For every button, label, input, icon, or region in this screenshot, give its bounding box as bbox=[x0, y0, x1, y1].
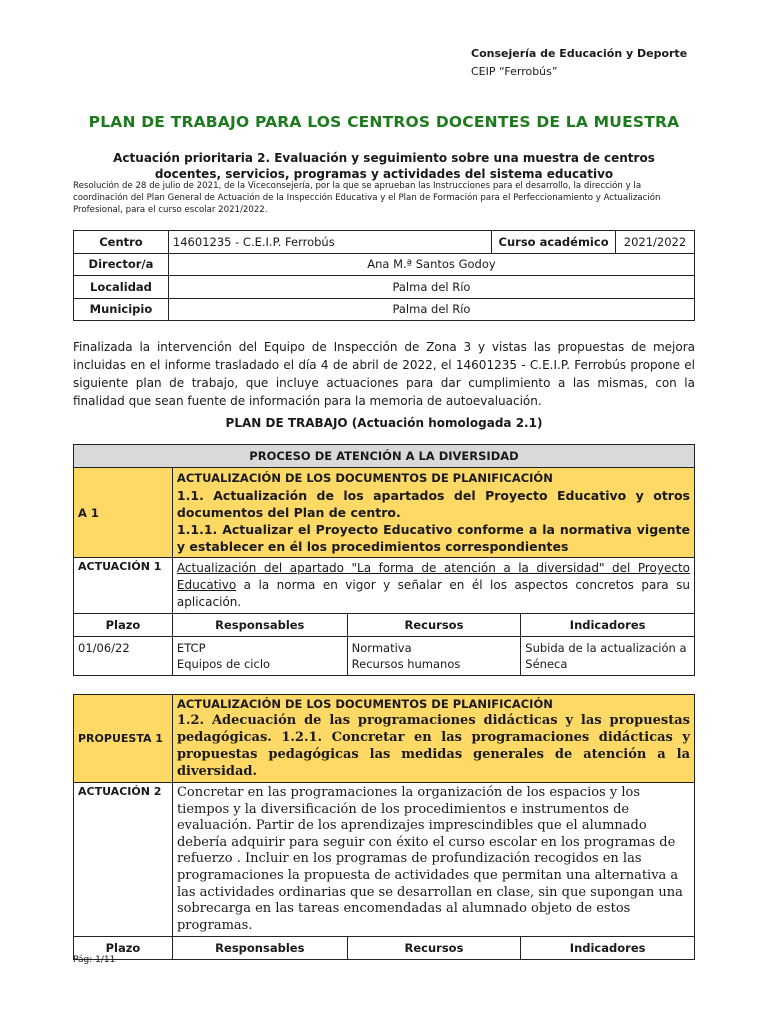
recurso-item: Normativa bbox=[351, 641, 412, 655]
col-header-responsables: Responsables bbox=[172, 937, 347, 960]
col-header-responsables: Responsables bbox=[172, 614, 347, 637]
header-department: Consejería de Educación y Deporte bbox=[471, 47, 688, 60]
curso-label: Curso académico bbox=[492, 231, 616, 254]
action-text-underlined: Actualización del apartado "La forma de atención a la diversidad" del Proyecto Educativo bbox=[176, 561, 690, 592]
curso-value: 2021/2022 bbox=[616, 231, 695, 254]
page-subtitle: Actuación prioritaria 2. Evaluación y seguimiento sobre una muestra de centros docentes, servicios, programas y actividades del sistema educativo bbox=[113, 151, 655, 181]
recursos-value bbox=[347, 637, 521, 676]
col-header-indicadores: Indicadores bbox=[521, 937, 695, 960]
col-header-plazo: Plazo bbox=[74, 614, 173, 637]
plazo-value: 01/06/22 bbox=[74, 637, 173, 676]
header bbox=[471, 45, 687, 81]
page-number: Pág: 1/11 bbox=[73, 955, 116, 965]
proposal-heading: ACTUALIZACIÓN DE LOS DOCUMENTOS DE PLANIFICACIÓN bbox=[176, 697, 553, 711]
col-header-recursos: Recursos bbox=[347, 937, 521, 960]
header-school: CEIP “Ferrobús” bbox=[471, 65, 558, 78]
resolution-text: Resolución de 28 de julio de 2021, de la Viceconsejería, por la que se aprueban las Instrucciones para el desarrollo, la dirección y la coordinación del Plan General de Actuación de la Inspección Educativa y el Plan de Formación para el Perfeccionamiento y Actualización Profesional, para el curso escolar 2021/2022. bbox=[73, 181, 661, 215]
responsable-item: ETCP bbox=[176, 641, 206, 655]
localidad-value: Palma del Río bbox=[168, 276, 694, 299]
proposal-planning-cell bbox=[172, 695, 694, 783]
proposal-item: 1.2. Adecuación de las programaciones didácticas y las propuestas pedagógicas. 1.2.1. Concretar en las programaciones didácticas y propuestas pedagógicas las medidas generales de atención a la diversidad. bbox=[176, 713, 690, 779]
block-code: A 1 bbox=[74, 468, 173, 558]
responsable-item: Equipos de ciclo bbox=[176, 657, 271, 671]
planning-cell bbox=[172, 468, 694, 558]
planning-subitem: 1.1.1. Actualizar el Proyecto Educativo conforme a la normativa vigente y establecer en él los procedimientos correspondientes bbox=[176, 522, 690, 554]
indicadores-value: Subida de la actualización a Séneca bbox=[521, 637, 695, 676]
action-2-label: ACTUACIÓN 2 bbox=[74, 783, 173, 937]
municipio-value: Palma del Río bbox=[168, 298, 694, 321]
col-header-plazo: Plazo bbox=[74, 937, 173, 960]
planning-item: 1.1. Actualización de los apartados del Proyecto Educativo y otros documentos del Plan de centro. bbox=[176, 488, 690, 520]
proposal-code: PROPUESTA 1 bbox=[74, 695, 173, 783]
centro-value: 14601235 - C.E.I.P. Ferrobús bbox=[168, 231, 491, 254]
planning-heading: ACTUALIZACIÓN DE LOS DOCUMENTOS DE PLANIFICACIÓN bbox=[176, 471, 553, 485]
col-header-recursos: Recursos bbox=[347, 614, 521, 637]
recurso-item: Recursos humanos bbox=[351, 657, 461, 671]
center-info-table bbox=[73, 230, 695, 321]
page-title: PLAN DE TRABAJO PARA LOS CENTROS DOCENTES DE LA MUESTRA bbox=[88, 113, 680, 131]
action-2-text: Concretar en las programaciones la organización de los espacios y los tiempos y la diversificación de los procedimientos e instrumentos de evaluación. Partir de los aprendizajes imprescindibles que el alumnado debería adquirir para seguir con éxito el curso escolar en los programas de refuerzo . Incluir en los programas de profundización recogidos en las programaciones la propuesta de actividades que permitan una alternativa a las actividades ordinarias que se desarrollan en clase, sin que supongan una sobrecarga en las tareas encomendadas al alumnado objeto de estos programas. bbox=[172, 783, 694, 937]
responsables-value bbox=[172, 637, 347, 676]
municipio-label: Municipio bbox=[74, 298, 169, 321]
col-header-indicadores: Indicadores bbox=[521, 614, 695, 637]
action-text-rest: a la norma en vigor y señalar en él los aspectos concretos para su aplicación. bbox=[176, 578, 690, 609]
action-label: ACTUACIÓN 1 bbox=[74, 558, 173, 614]
localidad-label: Localidad bbox=[74, 276, 169, 299]
process-header: PROCESO DE ATENCIÓN A LA DIVERSIDAD bbox=[74, 445, 695, 468]
centro-label: Centro bbox=[74, 231, 169, 254]
plan-table-1 bbox=[73, 444, 695, 676]
director-value: Ana M.ª Santos Godoy bbox=[168, 253, 694, 276]
intro-paragraph: Finalizada la intervención del Equipo de Inspección de Zona 3 y vistas las propuestas de mejora incluidas en el informe trasladado el día 4 de abril de 2022, el 14601235 - C.E.I.P. Ferrobús propone el siguiente plan de trabajo, que incluye actuaciones para dar cumplimiento a las mismas, con la finalidad que sean fuente de información para la memoria de autoevaluación. bbox=[73, 340, 695, 408]
plan-table-2 bbox=[73, 694, 695, 960]
action-text bbox=[172, 558, 694, 614]
director-label: Director/a bbox=[74, 253, 169, 276]
plan-title: PLAN DE TRABAJO (Actuación homologada 2.1) bbox=[225, 416, 543, 430]
